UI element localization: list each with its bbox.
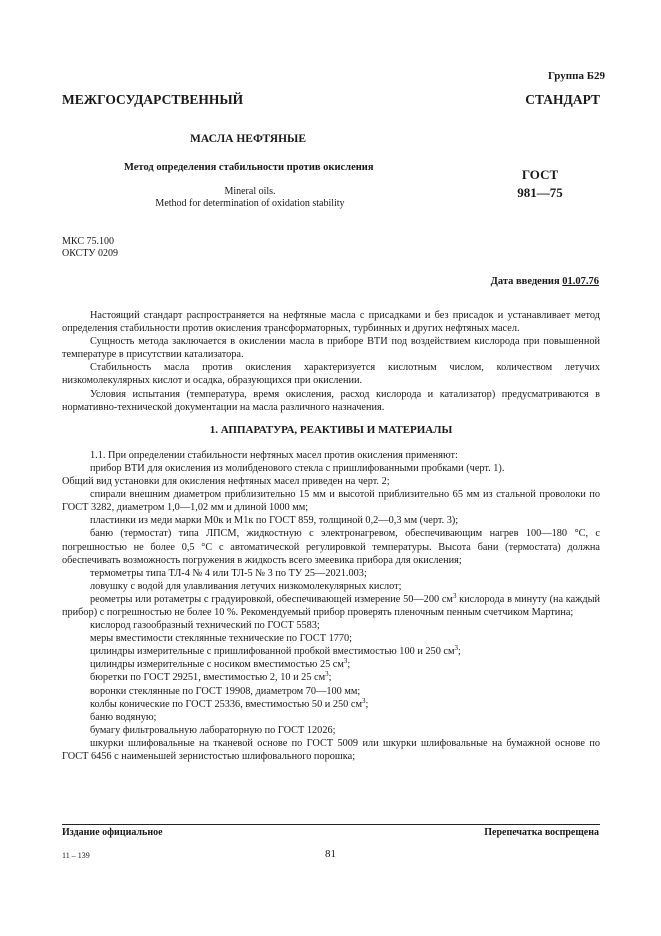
item-burettes (62, 671, 600, 684)
rheometers-text-tail: кислорода в минуту (на каждый прибор) с погрешностью не более 10 %. Рекомендуемый прибор проверять пленочным пенным счетчиком Мартина; (62, 593, 601, 618)
rheometers-superscript: 3 (452, 591, 457, 600)
classification-codes (62, 236, 118, 260)
group-label: Группа Б29 (548, 70, 605, 82)
page-number: 81 (325, 848, 336, 860)
cylinders-ground-text: цилиндры измерительные с пришлифованной пробкой вместимостью 100 и 250 см (90, 646, 455, 658)
footer-divider (62, 824, 600, 825)
gost-designation (510, 166, 570, 202)
okstu-code: ОКСТУ 0209 (62, 248, 119, 259)
item-volume-measures: меры вместимости стеклянные технические по ГОСТ 1770; (90, 633, 353, 645)
item-cylinders-spout (62, 658, 600, 671)
item-filter-paper: бумагу фильтровальную лабораторную по ГОСТ 12026; (90, 724, 336, 736)
item-vti-apparatus: прибор ВТИ для окисления из молибденового стекла с пришлифованными пробками (черт. 1). (90, 462, 505, 474)
section-1-lead: 1.1. При определении стабильности нефтяных масел против окисления применяют: (90, 449, 458, 461)
burettes-tail: ; (328, 672, 332, 684)
burettes-superscript: 3 (325, 670, 329, 679)
footer-reprint-notice: Перепечатка воспрещена (484, 827, 599, 838)
gost-label: ГОСТ (521, 167, 559, 182)
date-value: 01.07.76 (562, 276, 599, 287)
item-oxygen: кислород газообразный технический по ГОСТ 5583; (90, 620, 320, 632)
introduction-date (491, 276, 599, 287)
section-1-heading: 1. АППАРАТУРА, РЕАКТИВЫ И МАТЕРИАЛЫ (209, 423, 453, 436)
standard-type-heading: МЕЖГОСУДАРСТВЕННЫЙ СТАНДАРТ (62, 92, 600, 107)
cylinders-ground-superscript: 3 (454, 644, 459, 653)
item-spirals: спирали внешним диаметром приблизительно 15 мм и высотой приблизительно 65 мм из стальной проволоки по ГОСТ 3282, диаметром 1,0—1,02 мм и длиной 1000 мм; (62, 489, 600, 514)
flasks-superscript: 3 (361, 696, 366, 705)
cylinders-spout-tail: ; (347, 659, 351, 671)
document-subtitle: Метод определения стабильности против окисления (124, 162, 374, 173)
english-title-line-2: Method for determination of oxidation stability (155, 198, 345, 209)
date-label: Дата введения (490, 276, 560, 287)
document-title: МАСЛА НЕФТЯНЫЕ (190, 133, 307, 145)
item-funnels: воронки стеклянные по ГОСТ 19908, диаметром 70—100 мм; (90, 685, 361, 697)
item-vti-setup: Общий вид установки для окисления нефтяных масел приведен на черт. 2; (62, 476, 390, 488)
intro-paragraph-1: Настоящий стандарт распространяется на нефтяные масла с присадками и без присадок и устанавливает метод определения стабильности против окисления трансформаторных, турбинных и других нефтяных масел. (62, 310, 600, 335)
intro-paragraph-3: Стабильность масла против окисления характеризуется кислотным числом, количеством летучих низкомолекулярных кислот и осадка, образующихся при окислении. (62, 362, 600, 387)
rheometers-text: реометры или ротаметры с градуировкой, обеспечивающей измерение 50—200 см (90, 593, 453, 605)
flasks-tail: ; (365, 698, 369, 710)
cylinders-ground-tail: ; (458, 646, 461, 658)
item-water-trap: ловушку с водой для улавливания летучих низкомолекулярных кислот; (90, 580, 402, 592)
item-water-bath: баню водяную; (90, 711, 157, 723)
english-title-line-1: Mineral oils. (224, 186, 276, 197)
item-copper-plates: пластинки из меди марки М0к и М1к по ГОСТ 859, толщиной 0,2—0,3 мм (черт. 3); (90, 515, 459, 527)
intro-paragraph-4: Условия испытания (температура, время окисления, расход кислорода и катализатор) предусматриваются в нормативно-технической документации на масла различного назначения. (62, 388, 600, 413)
document-body (62, 309, 600, 763)
cylinders-spout-text: цилиндры измерительные с носиком вместимостью 25 см (90, 659, 344, 671)
burettes-text: бюретки по ГОСТ 29251, вместимостью 2, 10 и 25 см (90, 672, 326, 684)
item-rheometers (62, 593, 600, 619)
footer-official-edition: Издание официальное (62, 827, 163, 838)
item-sandpaper: шкурки шлифовальные на тканевой основе по ГОСТ 5009 или шкурки шлифовальные на бумажной основе по ГОСТ 6456 с наименьшей зернистостью шлифовального порошка; (62, 737, 600, 762)
item-cylinders-ground-stopper (62, 645, 600, 658)
footer-print-code: 11 – 139 (62, 851, 90, 860)
item-thermostat-bath: баню (термостат) типа ЛПСМ, жидкостную с электронагревом, обеспечивающим нагрев 100—180 °С, с погрешностью не более 0,5 °С с автоматической регулировкой температуры. Высота бани (термостата) должна обеспечивать возможность погружения в жидкость всего змеевика прибора для окисления; (62, 528, 600, 566)
item-flasks (62, 698, 600, 711)
gost-number: 981—75 (517, 185, 563, 200)
item-thermometers: термометры типа ТЛ-4 № 4 или ТЛ-5 № 3 по ТУ 25—2021.003; (90, 567, 367, 579)
mks-code: МКС 75.100 (62, 236, 114, 247)
flasks-text: колбы конические по ГОСТ 25336, вместимостью 50 и 250 см (90, 698, 362, 710)
intro-paragraph-2: Сущность метода заключается в окислении масла в приборе ВТИ под воздействием кислорода при повышенной температуре в присутствии катализатора. (62, 336, 600, 361)
cylinders-spout-superscript: 3 (343, 657, 348, 666)
